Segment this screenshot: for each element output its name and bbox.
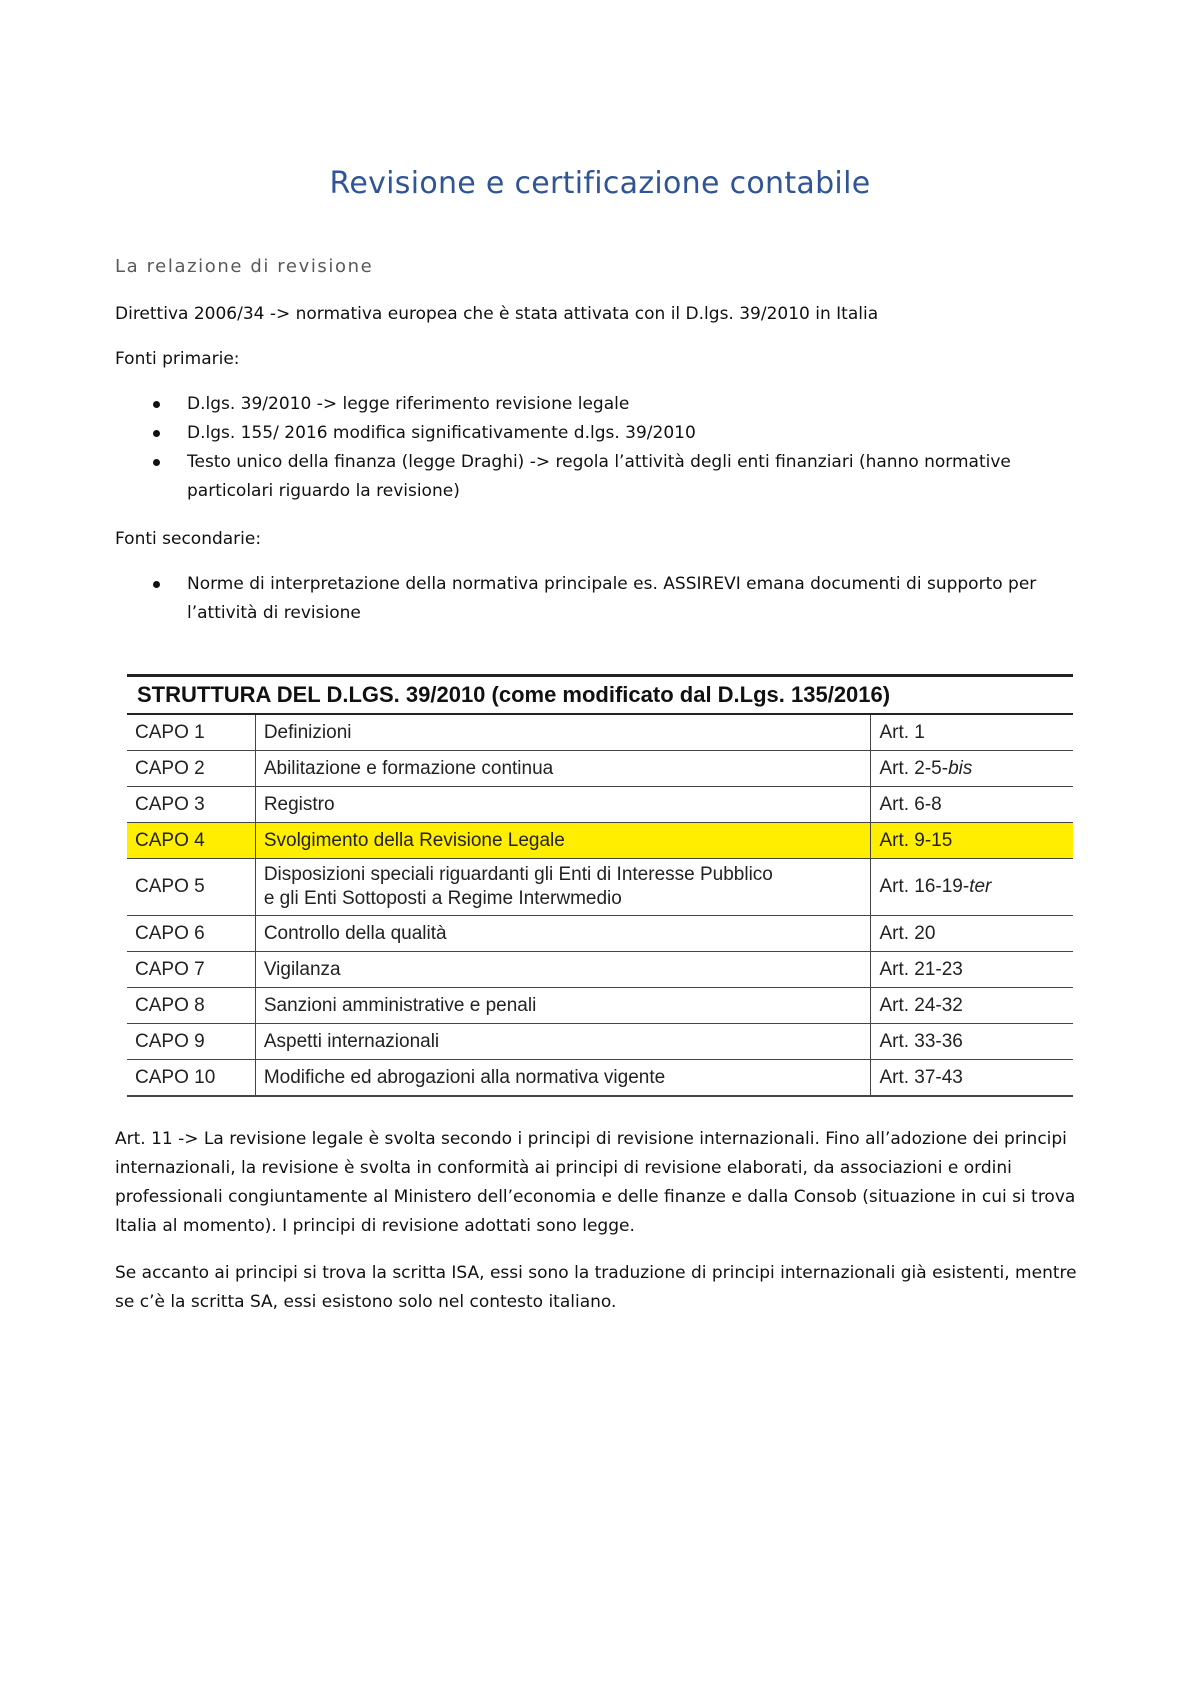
table-row-highlighted — [127, 823, 1073, 859]
table-row — [127, 916, 1073, 952]
capo-cell: CAPO 10 — [127, 1060, 255, 1097]
page-title: Revisione e certificazione contabile — [329, 166, 871, 201]
description-cell: Controllo della qualità — [255, 916, 871, 952]
article-cell: Art. 20 — [871, 916, 1073, 952]
list-item: D.lgs. 155/ 2016 modifica significativamente d.lgs. 39/2010 — [115, 419, 1095, 448]
secondary-sources-list — [115, 570, 1095, 628]
table-row — [127, 952, 1073, 988]
table-row — [127, 988, 1073, 1024]
description-cell: Svolgimento della Revisione Legale — [255, 823, 871, 859]
description-cell: Definizioni — [255, 714, 871, 751]
description-cell: Sanzioni amministrative e penali — [255, 988, 871, 1024]
article-cell: Art. 9-15 — [871, 823, 1073, 859]
description-cell: Abilitazione e formazione continua — [255, 751, 871, 787]
bullet-icon — [153, 581, 160, 588]
table-row — [127, 787, 1073, 823]
capo-cell: CAPO 1 — [127, 714, 255, 751]
bullet-icon — [153, 401, 160, 408]
article-cell: Art. 24-32 — [871, 988, 1073, 1024]
list-item: Norme di interpretazione della normativa principale es. ASSIREVI emana documenti di supporto per l’attività di revisione — [115, 570, 1095, 628]
article-cell: Art. 6-8 — [871, 787, 1073, 823]
bullet-icon — [153, 430, 160, 437]
table-row — [127, 1060, 1073, 1097]
list-item: D.lgs. 39/2010 -> legge riferimento revisione legale — [115, 390, 1095, 419]
article-cell: Art. 2-5-bis — [871, 751, 1073, 787]
description-cell: Aspetti internazionali — [255, 1024, 871, 1060]
article-cell: Art. 21-23 — [871, 952, 1073, 988]
law-structure-table — [127, 674, 1073, 1097]
capo-cell: CAPO 4 — [127, 823, 255, 859]
table-title: STRUTTURA DEL D.LGS. 39/2010 (come modificato dal D.Lgs. 135/2016) — [127, 676, 1073, 715]
capo-cell: CAPO 8 — [127, 988, 255, 1024]
description-cell: Disposizioni speciali riguardanti gli Enti di Interesse Pubblico e gli Enti Sottoposti a Regime Interwmedio — [255, 859, 871, 916]
secondary-sources-heading: Fonti secondarie: — [115, 529, 262, 549]
list-item: Testo unico della finanza (legge Draghi) -> regola l’attività degli enti finanziari (hanno normative particolari riguardo la revisione) — [115, 448, 1095, 506]
primary-sources-heading: Fonti primarie: — [115, 349, 240, 369]
article-cell: Art. 37-43 — [871, 1060, 1073, 1097]
table-row — [127, 859, 1073, 916]
table-row — [127, 1024, 1073, 1060]
isa-sa-paragraph: Se accanto ai principi si trova la scritta ISA, essi sono la traduzione di principi internazionali già esistenti, mentre se c’è la scritta SA, essi esistono solo nel contesto italiano. — [115, 1263, 1077, 1312]
capo-cell: CAPO 6 — [127, 916, 255, 952]
capo-cell: CAPO 2 — [127, 751, 255, 787]
bullet-icon — [153, 459, 160, 466]
description-cell: Vigilanza — [255, 952, 871, 988]
article-cell: Art. 16-19-ter — [871, 859, 1073, 916]
section-subtitle: La relazione di revisione — [115, 256, 374, 277]
article-cell: Art. 1 — [871, 714, 1073, 751]
table-row — [127, 751, 1073, 787]
intro-paragraph: Direttiva 2006/34 -> normativa europea che è stata attivata con il D.lgs. 39/2010 in Italia — [115, 304, 879, 324]
article-cell: Art. 33-36 — [871, 1024, 1073, 1060]
description-cell: Modifiche ed abrogazioni alla normativa vigente — [255, 1060, 871, 1097]
primary-sources-list — [115, 390, 1095, 506]
capo-cell: CAPO 3 — [127, 787, 255, 823]
article-11-paragraph: Art. 11 -> La revisione legale è svolta secondo i principi di revisione internazionali. Fino all’adozione dei principi internazionali, la revisione è svolta in conformità ai principi di revisione elaborati, da associazioni e ordini professionali congiuntamente al Ministero dell’economia e delle finanze e dalla Consob (situazione in cui si trova Italia al momento). I principi di revisione adottati sono legge. — [115, 1129, 1076, 1236]
capo-cell: CAPO 7 — [127, 952, 255, 988]
capo-cell: CAPO 9 — [127, 1024, 255, 1060]
description-cell: Registro — [255, 787, 871, 823]
capo-cell: CAPO 5 — [127, 859, 255, 916]
table-row — [127, 714, 1073, 751]
